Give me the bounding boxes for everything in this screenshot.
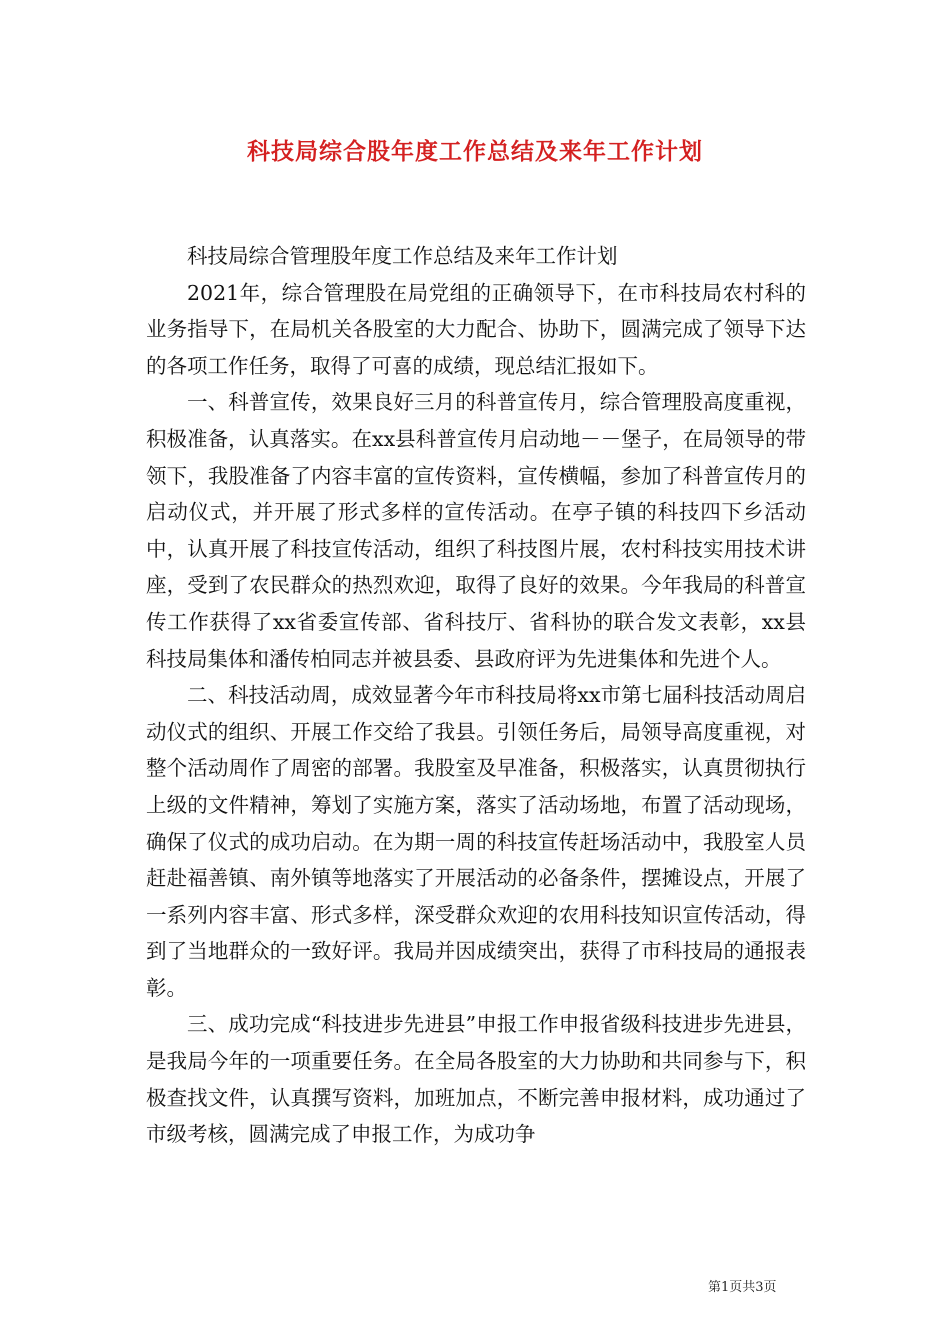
document-title: 科技局综合股年度工作总结及来年工作计划 bbox=[247, 138, 703, 165]
intro-paragraph: 2021年，综合管理股在局党组的正确领导下，在市科技局农村科的业务指导下，在局机关各股室的大力配合、协助下，圆满完成了领导下达的各项工作任务，取得了可喜的成绩，现总结汇报如下。 bbox=[146, 280, 806, 378]
document-body bbox=[146, 238, 806, 1153]
section-one-paragraph: 一、科普宣传，效果良好三月的科普宣传月，综合管理股高度重视，积极准备，认真落实。在xx县科普宣传月启动地－－堡子，在局领导的带领下，我股准备了内容丰富的宣传资料，宣传横幅，参加了科普宣传月的启动仪式，并开展了形式多样的宣传活动。在亭子镇的科技四下乡活动中，认真开展了科技宣传活动，组织了科技图片展，农村科技实用技术讲座，受到了农民群众的热烈欢迎，取得了良好的效果。今年我局的科普宣传工作获得了xx省委宣传部、省科技厅、省科协的联合发文表彰，xx县科技局集体和潘传柏同志并被县委、县政府评为先进集体和先进个人。 bbox=[146, 390, 806, 671]
section-three-paragraph: 三、成功完成“科技进步先进县”申报工作申报省级科技进步先进县，是我局今年的一项重要任务。在全局各股室的大力协助和共同参与下，积极查找文件，认真撰写资料，加班加点，不断完善申报材料，成功通过了市级考核，圆满完成了申报工作，为成功争 bbox=[146, 1012, 806, 1147]
subtitle-paragraph: 科技局综合管理股年度工作总结及来年工作计划 bbox=[187, 244, 618, 268]
page-number: 第1页共3页 bbox=[708, 1280, 777, 1295]
section-two-paragraph: 二、科技活动周，成效显著今年市科技局将xx市第七届科技活动周启动仪式的组织、开展工作交给了我县。引领任务后，局领导高度重视，对整个活动周作了周密的部署。我股室及早准备，积极落实，认真贯彻执行上级的文件精神，筹划了实施方案，落实了活动场地，布置了活动现场，确保了仪式的成功启动。在为期一周的科技宣传赶场活动中，我股室人员赶赴福善镇、南外镇等地落实了开展活动的必备条件，摆摊设点，开展了一系列内容丰富、形式多样，深受群众欢迎的农用科技知识宣传活动，得到了当地群众的一致好评。我局并因成绩突出，获得了市科技局的通报表彰。 bbox=[146, 683, 806, 1000]
